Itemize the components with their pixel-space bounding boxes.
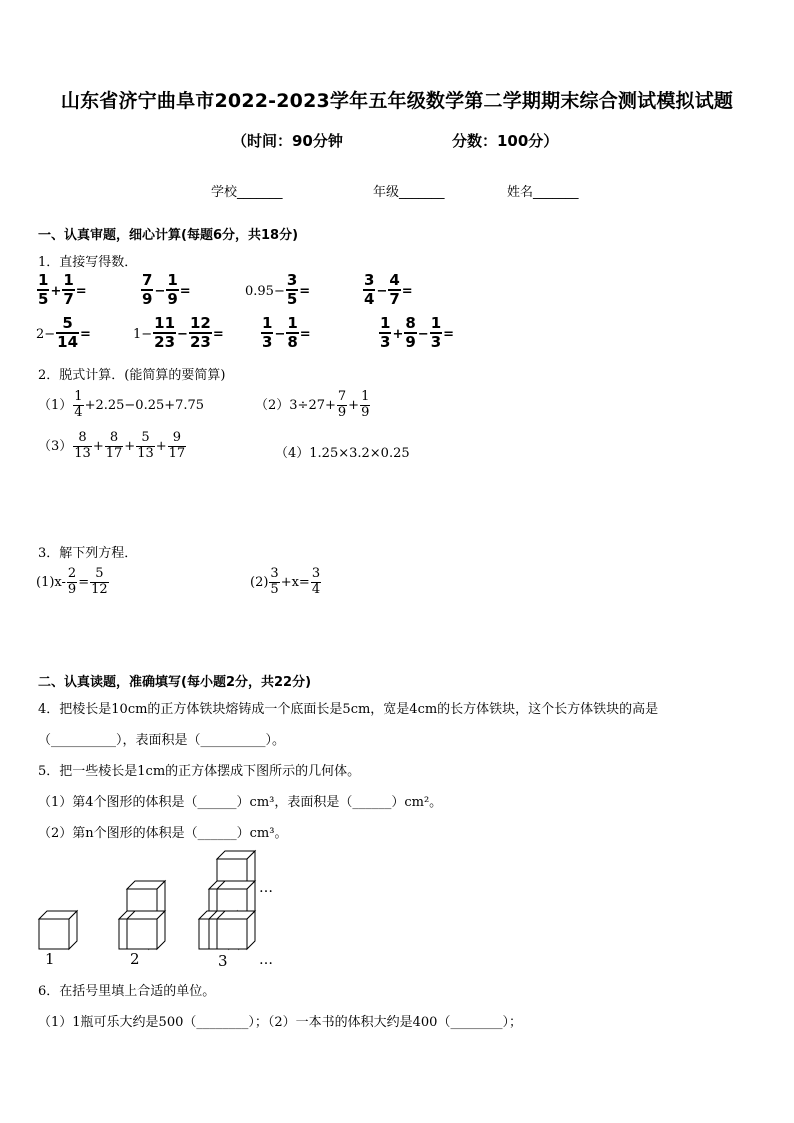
q1-item-2: $\frac{7}{9}$ − $\frac{1}{9}$ = bbox=[142, 271, 191, 309]
page-title: 山东省济宁曲阜市2022-2023学年五年级数学第二学期期末综合测试模拟试题 bbox=[60, 90, 734, 112]
q4-line-2: （__________），表面积是（__________）。 bbox=[38, 733, 286, 748]
q3-label: 3．解下列方程． bbox=[38, 546, 138, 561]
q3-equation-2: (2) $\frac{3}{5}$ +x= $\frac{3}{4}$ bbox=[250, 566, 321, 597]
q1-item-1: $\frac{1}{5}$ + $\frac{1}{7}$ = bbox=[38, 271, 87, 309]
q2-part-3: （3） $\frac{8}{13}$ + $\frac{8}{17}$ + $\frac{5}{13}$ + $\frac{9}{17}$ bbox=[38, 430, 186, 461]
cube-figure-3 bbox=[199, 851, 255, 949]
school-field: 学校_______ bbox=[211, 185, 283, 200]
q6-line-1: 6．在括号里填上合适的单位。 bbox=[38, 984, 216, 999]
q1-item-8: $\frac{1}{3}$ + $\frac{8}{9}$ − $\frac{1}{3}$ = bbox=[380, 314, 455, 352]
cube-figure bbox=[30, 848, 290, 973]
ellipsis-bottom: … bbox=[259, 952, 273, 968]
q5-line-2: （1）第4个图形的体积是（______）cm³，表面积是（______）cm²。 bbox=[38, 795, 443, 810]
q1-item-5: 2− $\frac{5}{14}$ = bbox=[36, 314, 91, 352]
figure-label-3: 3 bbox=[218, 952, 228, 970]
q1-item-7: $\frac{1}{3}$ − $\frac{1}{8}$ = bbox=[262, 314, 311, 352]
cube-figure-1 bbox=[39, 911, 77, 949]
q2-label: 2．脱式计算．(能简算的要简算) bbox=[38, 368, 226, 383]
figure-label-2: 2 bbox=[130, 950, 140, 968]
cube-figure-2 bbox=[119, 881, 165, 949]
q1-item-3: 0.95− $\frac{3}{5}$ = bbox=[245, 271, 311, 309]
q1-item-4: $\frac{3}{4}$ − $\frac{4}{7}$ = bbox=[364, 271, 413, 309]
q2-part-1: （1） $\frac{1}{4}$ +2.25−0.25+7.75 bbox=[38, 389, 205, 420]
q1-label: 1．直接写得数． bbox=[38, 255, 138, 270]
q4-line-1: 4．把棱长是10cm的正方体铁块熔铸成一个底面长是5cm，宽是4cm的长方体铁块，这个长方体铁块的高是 bbox=[38, 702, 659, 717]
q3-equation-1: (1)x- $\frac{2}{9}$ = $\frac{5}{12}$ bbox=[36, 566, 108, 597]
section-2-heading: 二、认真读题，准确填写(每小题2分，共22分) bbox=[38, 675, 312, 690]
name-field: 姓名_______ bbox=[507, 185, 579, 200]
grade-field: 年级_______ bbox=[373, 185, 445, 200]
q1-item-6: 1− $\frac{11}{23}$ − $\frac{12}{23}$ = bbox=[133, 314, 224, 352]
q5-line-1: 5．把一些棱长是1cm的正方体摆成下图所示的几何体。 bbox=[38, 764, 361, 779]
q5-line-3: （2）第n个图形的体积是（______）cm³。 bbox=[38, 826, 288, 841]
section-1-heading: 一、认真审题，细心计算(每题6分，共18分) bbox=[38, 228, 299, 243]
exam-score: 分数：100分） bbox=[452, 132, 559, 150]
figure-label-1: 1 bbox=[45, 950, 55, 968]
q2-part-4: （4）1.25×3.2×0.25 bbox=[275, 446, 410, 461]
exam-time: （时间：90分钟 bbox=[232, 132, 343, 150]
ellipsis-top: … bbox=[259, 880, 273, 896]
q2-part-2: （2）3÷27+ $\frac{7}{9}$ + $\frac{1}{9}$ bbox=[255, 389, 370, 420]
q6-line-2: （1）1瓶可乐大约是500（________）；（2）一本书的体积大约是400（________）； bbox=[38, 1015, 522, 1030]
